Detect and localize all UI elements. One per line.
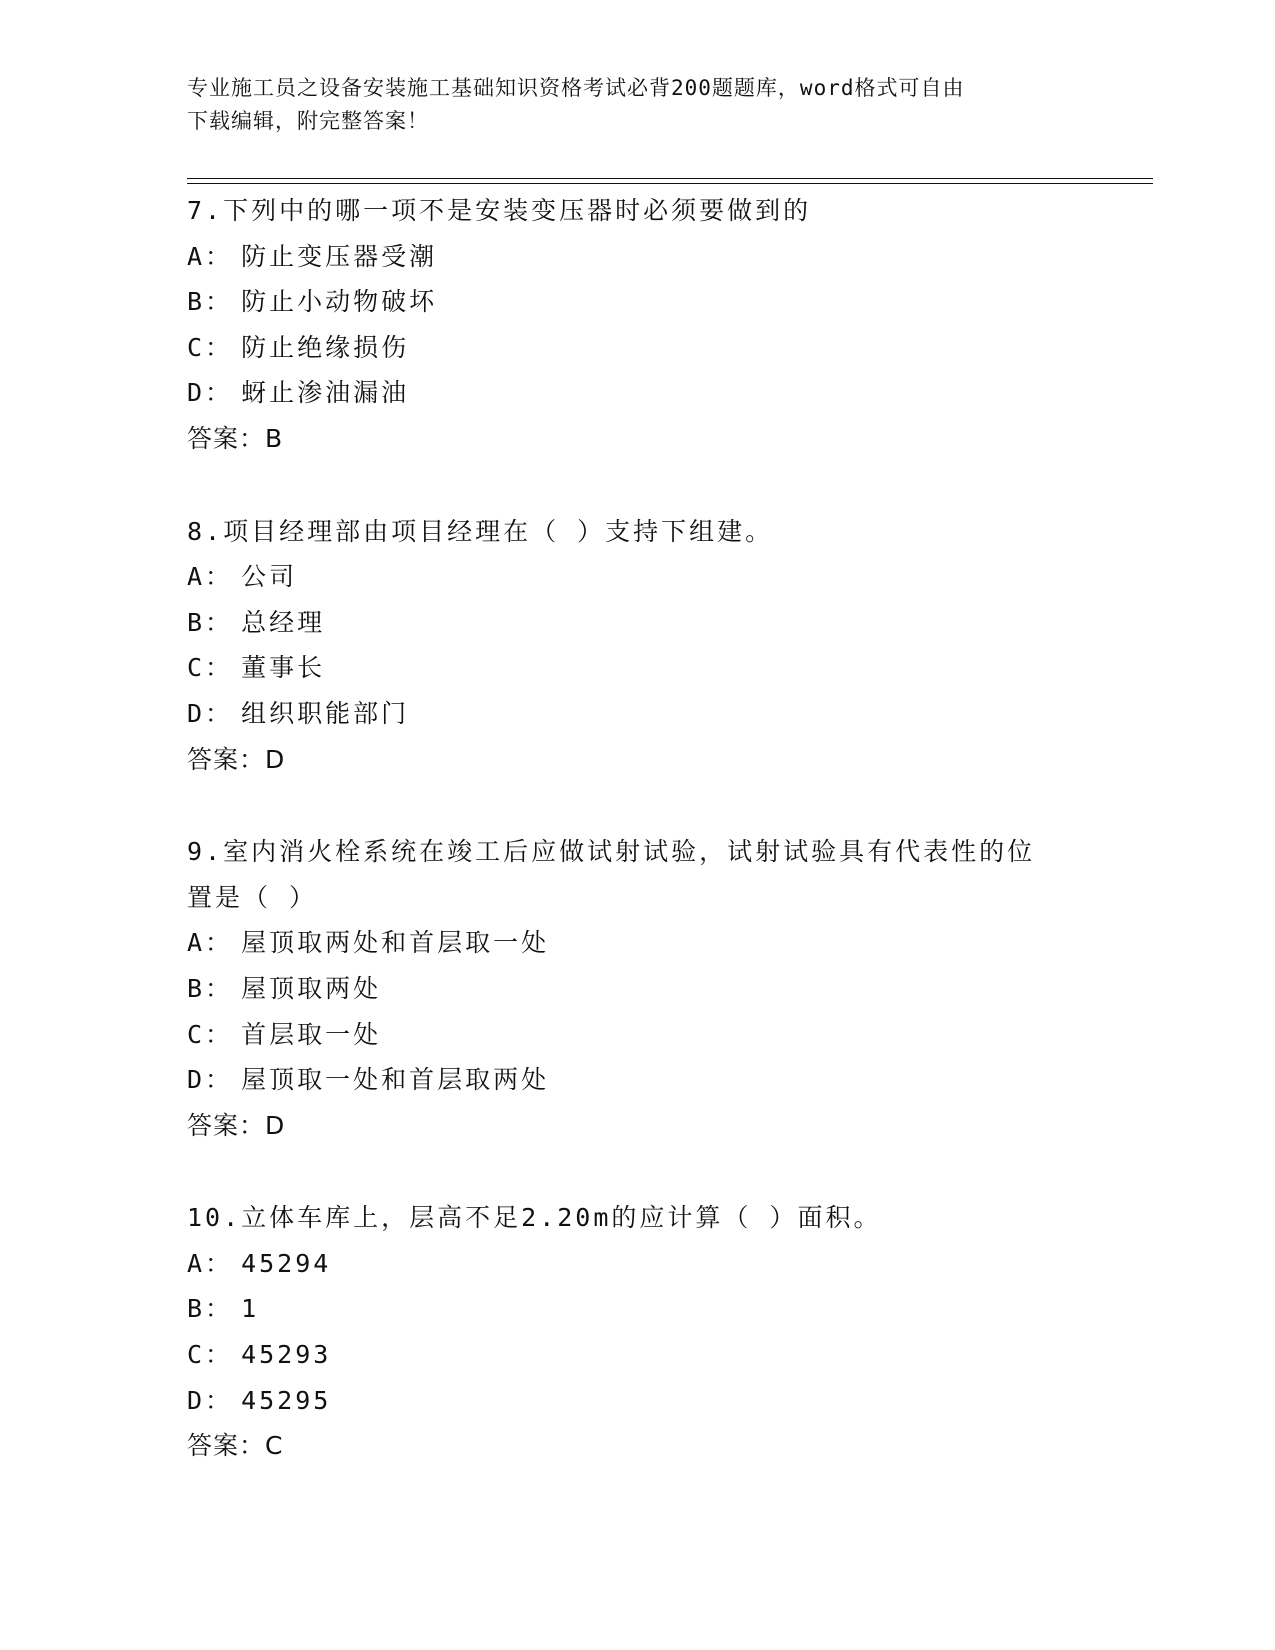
option-key: C： xyxy=(187,1340,234,1370)
option-key: D： xyxy=(187,1065,234,1095)
document-header xyxy=(187,72,1067,138)
option-key: D： xyxy=(187,378,234,408)
option-key: A： xyxy=(187,1248,234,1278)
option-key: D： xyxy=(187,1385,234,1415)
question-stem: 8.项目经理部由项目经理在（ ）支持下组建。 xyxy=(187,516,774,546)
answer-line: 答案：C xyxy=(187,1431,284,1461)
header-divider-top xyxy=(187,178,1153,179)
option-text: 防止绝缘损伤 xyxy=(241,332,410,362)
option-text: 屋顶取两处和首层取一处 xyxy=(241,928,550,958)
option-key: A： xyxy=(187,928,234,958)
answer-line: 答案：D xyxy=(187,744,286,774)
option-text: 组织职能部门 xyxy=(241,698,410,728)
option-a xyxy=(187,234,1067,280)
option-text: 防止变压器受潮 xyxy=(241,241,438,271)
option-key: A： xyxy=(187,562,234,592)
option-text: 公司 xyxy=(241,562,298,592)
option-b xyxy=(187,600,1067,646)
option-b xyxy=(187,1286,1067,1332)
option-key: D： xyxy=(187,698,234,728)
option-text: 屋顶取一处和首层取两处 xyxy=(241,1065,550,1095)
answer-line: 答案：B xyxy=(187,423,284,453)
option-c xyxy=(187,1012,1067,1058)
question-stem: 7.下列中的哪一项不是安装变压器时必须要做到的 xyxy=(187,196,812,225)
option-text: 屋顶取两处 xyxy=(241,973,382,1003)
option-key: C： xyxy=(187,653,234,683)
option-b xyxy=(187,279,1067,325)
option-d xyxy=(187,1057,1067,1103)
question-stem: 10.立体车库上，层高不足2.20m的应计算（ ）面积。 xyxy=(187,1203,882,1233)
question-stem: 9.室内消火栓系统在竣工后应做试射试验，试射试验具有代表性的位置是（ ） xyxy=(187,837,1036,912)
option-text: 蚜止渗油漏油 xyxy=(241,378,410,408)
option-a xyxy=(187,1241,1067,1287)
option-key: C： xyxy=(187,332,234,362)
question-item xyxy=(187,509,1067,783)
option-key: B： xyxy=(187,973,234,1003)
option-text: 董事长 xyxy=(241,653,326,683)
option-d xyxy=(187,1378,1067,1424)
header-divider-bottom xyxy=(187,183,1153,184)
option-b xyxy=(187,966,1067,1012)
option-text: 45293 xyxy=(241,1340,332,1370)
option-text: 防止小动物破坏 xyxy=(241,287,438,317)
option-key: A： xyxy=(187,241,234,271)
question-item xyxy=(187,829,1067,1148)
option-text: 45294 xyxy=(241,1248,332,1278)
option-key: B： xyxy=(187,287,234,317)
header-line-1: 专业施工员之设备安装施工基础知识资格考试必背200题题库，word格式可自由 xyxy=(187,76,965,100)
option-key: C： xyxy=(187,1019,234,1049)
option-c xyxy=(187,325,1067,371)
option-text: 首层取一处 xyxy=(241,1019,382,1049)
question-item xyxy=(187,188,1067,462)
option-text: 45295 xyxy=(241,1385,332,1415)
option-text: 总经理 xyxy=(241,607,326,637)
question-list xyxy=(187,188,1067,1516)
option-d xyxy=(187,691,1067,737)
question-item xyxy=(187,1195,1067,1469)
option-key: B： xyxy=(187,1294,234,1324)
option-text: 1 xyxy=(241,1294,260,1324)
option-key: B： xyxy=(187,607,234,637)
option-a xyxy=(187,920,1067,966)
option-c xyxy=(187,645,1067,691)
answer-line: 答案：D xyxy=(187,1110,286,1140)
option-a xyxy=(187,554,1067,600)
option-d xyxy=(187,370,1067,416)
option-c xyxy=(187,1332,1067,1378)
header-line-2: 下载编辑，附完整答案！ xyxy=(187,109,429,133)
